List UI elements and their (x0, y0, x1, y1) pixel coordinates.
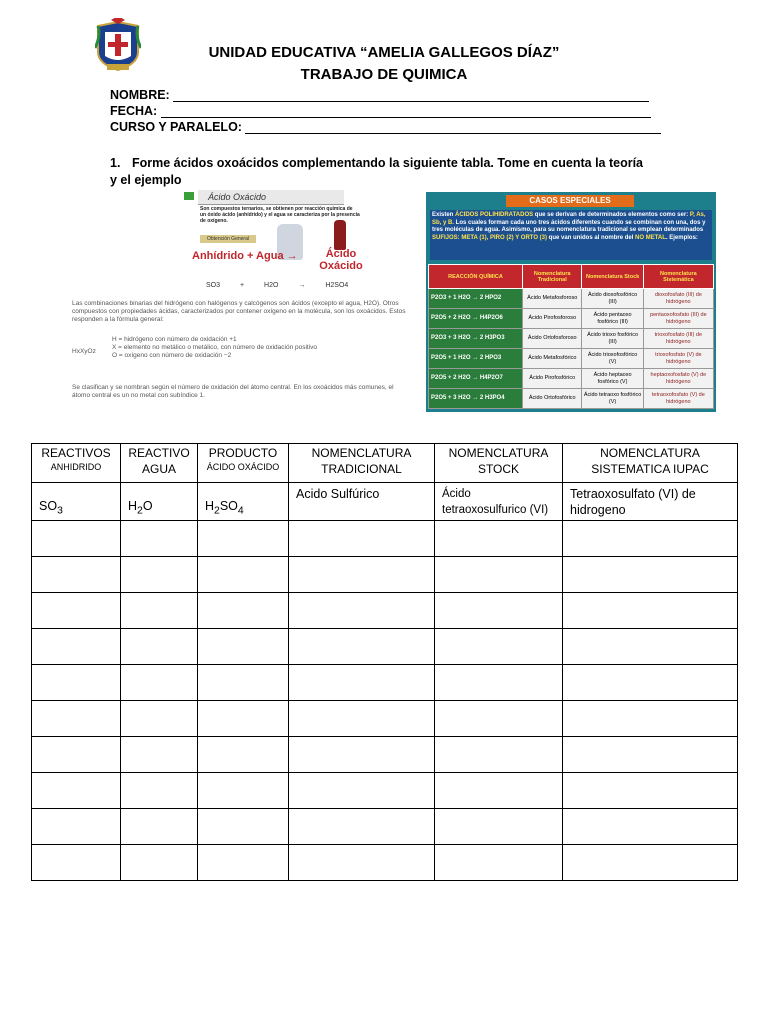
casos-col-reaccion: REACCIÓN QUÍMICA (429, 265, 523, 289)
casos-col-sistematica: Nomenclatura Sistemática (643, 265, 713, 289)
answer-row (32, 629, 738, 665)
ref-heading: Ácido Oxácido (198, 190, 344, 205)
answer-cell[interactable] (198, 809, 289, 845)
ref-legend: H = hidrógeno con número de oxidación +1 X = elemento no metálico o metálico, con número de oxidación positivo O = oxígeno con número de oxidación −2 (112, 336, 318, 359)
ref-paragraph-2: Se clasifican y se nombran según el número de oxidación del átomo central. En los oxoácidos más comunes, el átomo central es un no metal con subíndice 1. (72, 384, 394, 399)
casos-row: P2O5 + 2 H2O → H4P2O6 Ácido Pirofosforoso Ácido pentaoxo fosfórico (III) pentaoxofosfato (III) de hidrógeno (429, 309, 714, 329)
casos-col-tradicional: Nomenclatura Tradicional (523, 265, 582, 289)
answer-cell[interactable] (563, 665, 738, 701)
answer-cell[interactable] (435, 809, 563, 845)
curso-line[interactable] (245, 122, 661, 134)
answer-row (32, 593, 738, 629)
answer-cell[interactable] (121, 809, 198, 845)
answer-cell[interactable] (435, 521, 563, 557)
answer-cell[interactable] (289, 809, 435, 845)
ref-formula: SO3 + H2O → H2SO4 (206, 282, 349, 289)
answer-cell[interactable] (32, 773, 121, 809)
answer-cell[interactable] (121, 773, 198, 809)
answer-row (32, 701, 738, 737)
worksheet-table (31, 443, 738, 881)
answer-row (32, 557, 738, 593)
answer-cell[interactable] (435, 557, 563, 593)
example-sistematica: Tetraoxosulfato (VI) de hidrogeno (563, 483, 738, 521)
answer-cell[interactable] (32, 629, 121, 665)
answer-cell[interactable] (289, 521, 435, 557)
answer-cell[interactable] (121, 701, 198, 737)
answer-cell[interactable] (563, 737, 738, 773)
answer-row (32, 737, 738, 773)
answer-cell[interactable] (289, 845, 435, 881)
answer-cell[interactable] (121, 629, 198, 665)
casos-col-stock: Nomenclatura Stock (582, 265, 643, 289)
answer-cell[interactable] (121, 557, 198, 593)
header-sistematica: NOMENCLATURA SISTEMATICA IUPAC (563, 444, 738, 483)
answer-cell[interactable] (563, 701, 738, 737)
answer-cell[interactable] (198, 629, 289, 665)
example-tradicional: Acido Sulfúrico (289, 483, 435, 521)
answer-cell[interactable] (32, 521, 121, 557)
curso-label: CURSO Y PARALELO: (110, 120, 242, 134)
fecha-field[interactable] (110, 104, 651, 118)
casos-intro: Existen ÁCIDOS POLIHIDRATADOS que se derivan de determinados elementos como ser: P, As, Sb, y B. Los cuales forman cada uno tres ácidos diferentes cuando se combinan con una, dos y tres moléculas de agua. Asimismo, para su nomenclatura tradicional se emplean determinados SUFIJOS: META (1), PIRO (2) Y ORTO (3) que van unidos al nombre del NO METAL. Ejemplos: (430, 210, 712, 260)
header-reactivos: REACTIVOS ANHIDRIDO (32, 444, 121, 483)
example-agua: $H_2O$ (121, 483, 198, 521)
answer-cell[interactable] (435, 845, 563, 881)
answer-cell[interactable] (435, 593, 563, 629)
header-producto: PRODUCTO ÁCIDO OXÁCIDO (198, 444, 289, 483)
casos-row: P2O5 + 3 H2O → 2 H3PO4 Ácido Ortofosfórico Ácido tetraoxo fosfórico (V) tetraoxofosfato (V) de hidrógeno (429, 389, 714, 409)
example-row (32, 483, 738, 521)
fecha-line[interactable] (161, 106, 651, 118)
answer-cell[interactable] (435, 773, 563, 809)
answer-cell[interactable] (563, 809, 738, 845)
casos-row: P2O3 + 1 H2O → 2 HPO2 Ácido Metafosforoso Ácido dioxofosfórico (III) dioxofosfato (III) de hidrógeno (429, 289, 714, 309)
curso-field[interactable] (110, 120, 661, 134)
answer-cell[interactable] (198, 737, 289, 773)
answer-cell[interactable] (32, 845, 121, 881)
nombre-label: NOMBRE: (110, 88, 170, 102)
answer-cell[interactable] (563, 521, 738, 557)
casos-row: P2O5 + 1 H2O → 2 HPO3 Ácido Metafosfórico Ácido trioxofosfórico (V) trioxofosfato (V) de hidrógeno (429, 349, 714, 369)
green-arrow-icon (184, 192, 194, 200)
answer-cell[interactable] (198, 665, 289, 701)
ref-equation: Anhídrido + Agua → (192, 250, 298, 262)
ref-description: Son compuestos ternarios, se obtienen por reacción química de un óxido ácido (anhídrido) y el agua se caracteriza por la presencia de oxígeno. (200, 206, 360, 224)
ref-product: Ácido Oxácido (319, 248, 363, 272)
answer-cell[interactable] (198, 521, 289, 557)
answer-cell[interactable] (32, 737, 121, 773)
acid-bottle-icon (334, 220, 346, 250)
ref-obtention: Obtención General (200, 235, 256, 243)
answer-cell[interactable] (563, 593, 738, 629)
answer-cell[interactable] (563, 629, 738, 665)
answer-cell[interactable] (121, 737, 198, 773)
question-number: 1. (110, 156, 121, 170)
document-title: TRABAJO DE QUIMICA (300, 66, 468, 83)
answer-cell[interactable] (121, 845, 198, 881)
answer-cell[interactable] (289, 737, 435, 773)
school-name: UNIDAD EDUCATIVA “AMELIA GALLEGOS DÍAZ” (208, 44, 560, 61)
answer-cell[interactable] (198, 845, 289, 881)
casos-row: P2O3 + 3 H2O → 2 H3PO3 Ácido Ortofosforoso Ácido trioxo fosfórico (III) trioxofosfato (III) de hidrógeno (429, 329, 714, 349)
answer-cell[interactable] (435, 629, 563, 665)
header-reactivo-agua: REACTIVO AGUA (121, 444, 198, 483)
answer-cell[interactable] (121, 665, 198, 701)
answer-cell[interactable] (435, 701, 563, 737)
answer-cell[interactable] (563, 773, 738, 809)
answer-cell[interactable] (32, 557, 121, 593)
ref-paragraph-1: Las combinaciones binarias del hidrógeno con halógenos y calcógenos son ácidos (excepto el agua, H2O). Otros compuestos con propiedades ácidas, caracterizados por contener oxígeno en la molécula, son los oxoácidos. Estos responden a la fórmula general: (72, 300, 406, 323)
answer-row (32, 665, 738, 701)
answer-cell[interactable] (198, 557, 289, 593)
answer-cell[interactable] (289, 593, 435, 629)
casos-heading: CASOS ESPECIALES (506, 195, 634, 207)
answer-cell[interactable] (435, 665, 563, 701)
answer-cell[interactable] (121, 593, 198, 629)
answer-row (32, 773, 738, 809)
answer-cell[interactable] (198, 593, 289, 629)
answer-cell[interactable] (198, 773, 289, 809)
answer-cell[interactable] (563, 557, 738, 593)
answer-cell[interactable] (32, 809, 121, 845)
nombre-line[interactable] (173, 90, 649, 102)
example-anhidrido: $SO_3$ (32, 483, 121, 521)
answer-cell[interactable] (32, 665, 121, 701)
answer-cell[interactable] (289, 557, 435, 593)
header-tradicional: NOMENCLATURA TRADICIONAL (289, 444, 435, 483)
theory-image-right (426, 192, 716, 412)
question-1 (110, 155, 650, 189)
question-text: Forme ácidos oxoácidos complementando la siguiente tabla. Tome en cuenta la teoría y el ejemplo (110, 156, 644, 187)
ref-general-formula: HxXyOz (72, 348, 96, 355)
theory-image-left (72, 190, 412, 410)
answer-cell[interactable] (289, 629, 435, 665)
answer-row (32, 521, 738, 557)
answer-cell[interactable] (289, 665, 435, 701)
answer-cell[interactable] (435, 737, 563, 773)
answer-cell[interactable] (32, 701, 121, 737)
answer-row (32, 845, 738, 881)
header-stock: NOMENCLATURA STOCK (435, 444, 563, 483)
fecha-label: FECHA: (110, 104, 158, 118)
casos-table (428, 264, 714, 409)
example-stock: Ácido tetraoxosulfurico (VI) (435, 483, 563, 521)
answer-cell[interactable] (32, 593, 121, 629)
example-producto: $H_2SO_4$ (198, 483, 289, 521)
answer-cell[interactable] (289, 773, 435, 809)
answer-cell[interactable] (289, 701, 435, 737)
answer-cell[interactable] (198, 701, 289, 737)
answer-row (32, 809, 738, 845)
casos-row: P2O5 + 2 H2O → H4P2O7 Ácido Pirofosfórico Ácido heptaoxo fosfórico (V) heptaoxofosfato (V) de hidrógeno (429, 369, 714, 389)
answer-cell[interactable] (563, 845, 738, 881)
answer-cell[interactable] (121, 521, 198, 557)
nombre-field[interactable] (110, 88, 649, 102)
